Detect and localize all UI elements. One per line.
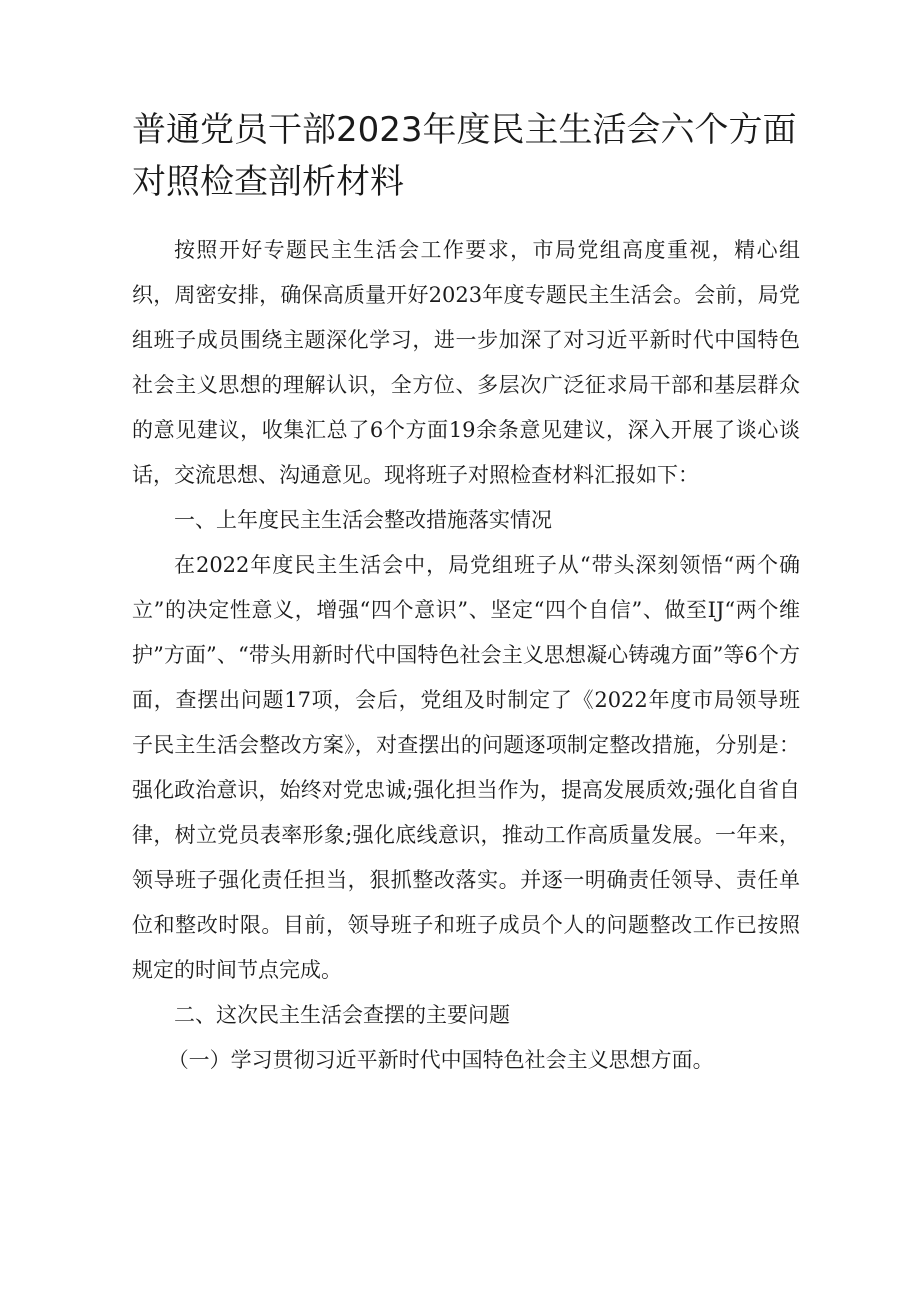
section-1-paragraph: 在2022年度民主生活会中，局党组班子从“带头深刻领悟“两个确立”的决定性意义，增强“四个意识”、坚定“四个自信”、做至IJ“两个维护”方面”、“带头用新时代中国特色社会主义思想凝心铸魂方面”等6个方面，查摆出问题17项，会后，党组及时制定了《2022年度市局领导班子民主生活会整改方案》，对查摆出的问题逐项制定整改措施，分别是：强化政治意识，始终对党忠诚;强化担当作为，提高发展质效;强化自省自律，树立党员表率形象;强化底线意识，推动工作高质量发展。一年来，领导班子强化责任担当，狠抓整改落实。并逐一明确责任领导、责任单位和整改时限。目前，领导班子和班子成员个人的问题整改工作已按照规定的时间节点完成。 [132,553,800,982]
title-line-1: 普通党员干部2023年度民主生活会六个方面 [132,110,797,150]
intro-paragraph: 按照开好专题民主生活会工作要求，市局党组高度重视，精心组织，周密安排，确保高质量开好2023年度专题民主生活会。会前，局党组班子成员围绕主题深化学习，进一步加深了对习近平新时代中国特色社会主义思想的理解认识，全方位、多层次广泛征求局干部和基层群众的意见建议，收集汇总了6个方面19余条意见建议，深入开展了谈心谈话，交流思想、沟通意见。现将班子对照检查材料汇报如下： [132,238,800,487]
section-1-heading: 一、上年度民主生活会整改措施落实情况 [174,508,552,532]
document-title [132,104,832,208]
section-2-subheading-1: （一）学习贯彻习近平新时代中国特色社会主义思想方面。 [167,1048,714,1072]
title-line-2: 对照检查剖析材料 [132,162,404,202]
document-body [132,228,800,1083]
section-2-heading: 二、这次民主生活会查摆的主要问题 [174,1003,510,1027]
